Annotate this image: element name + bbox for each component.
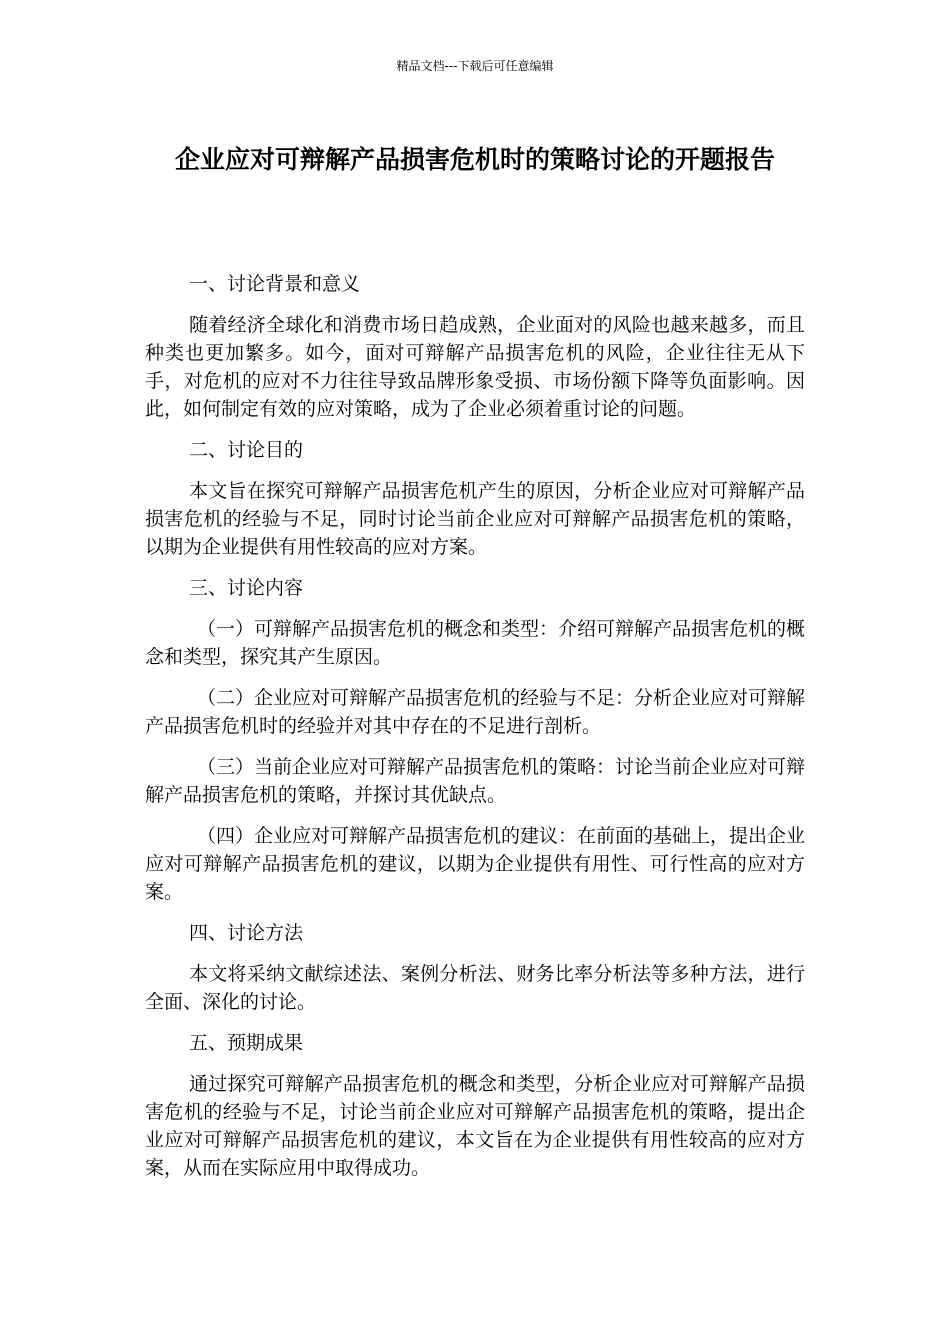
content-item-4: （四）企业应对可辩解产品损害危机的建议：在前面的基础上，提出企业应对可辩解产品损害危机的建议，以期为企业提供有用性、可行性高的应对方案。 — [145, 825, 806, 903]
section-heading-content: 三、讨论内容 — [189, 577, 304, 599]
section-heading-methods: 四、讨论方法 — [189, 922, 304, 944]
content-item-1: （一）可辩解产品损害危机的概念和类型：介绍可辩解产品损害危机的概念和类型，探究其产生原因。 — [145, 618, 806, 668]
content-item-3: （三）当前企业应对可辩解产品损害危机的策略：讨论当前企业应对可辩解产品损害危机的策略，并探讨其优缺点。 — [145, 756, 806, 806]
content-item-2: （二）企业应对可辩解产品损害危机的经验与不足：分析企业应对可辩解产品损害危机时的经验并对其中存在的不足进行剖析。 — [145, 687, 806, 737]
header-note: 精品文档---下载后可任意编辑 — [396, 59, 554, 73]
document-body — [145, 270, 805, 1195]
paragraph-outcomes: 通过探究可辩解产品损害危机的概念和类型，分析企业应对可辩解产品损害危机的经验与不足，讨论当前企业应对可辩解产品损害危机的策略，提出企业应对可辩解产品损害危机的建议，本文旨在为企业提供有用性较高的应对方案，从而在实际应用中取得成功。 — [145, 1073, 805, 1179]
section-heading-purpose: 二、讨论目的 — [189, 439, 304, 461]
paragraph-purpose: 本文旨在探究可辩解产品损害危机产生的原因，分析企业应对可辩解产品损害危机的经验与不足，同时讨论当前企业应对可辩解产品损害危机的策略，以期为企业提供有用性较高的应对方案。 — [145, 480, 805, 558]
paragraph-methods: 本文将采纳文献综述法、案例分析法、财务比率分析法等多种方法，进行全面、深化的讨论。 — [145, 963, 805, 1013]
section-heading-outcomes: 五、预期成果 — [189, 1032, 304, 1054]
paragraph-background: 随着经济全球化和消费市场日趋成熟，企业面对的风险也越来越多，而且种类也更加繁多。如今，面对可辩解产品损害危机的风险，企业往往无从下手，对危机的应对不力往往导致品牌形象受损、市场份额下降等负面影响。因此，如何制定有效的应对策略，成为了企业必须着重讨论的问题。 — [145, 314, 805, 420]
section-heading-background: 一、讨论背景和意义 — [189, 273, 361, 295]
document-title: 企业应对可辩解产品损害危机时的策略讨论的开题报告 — [174, 145, 775, 174]
